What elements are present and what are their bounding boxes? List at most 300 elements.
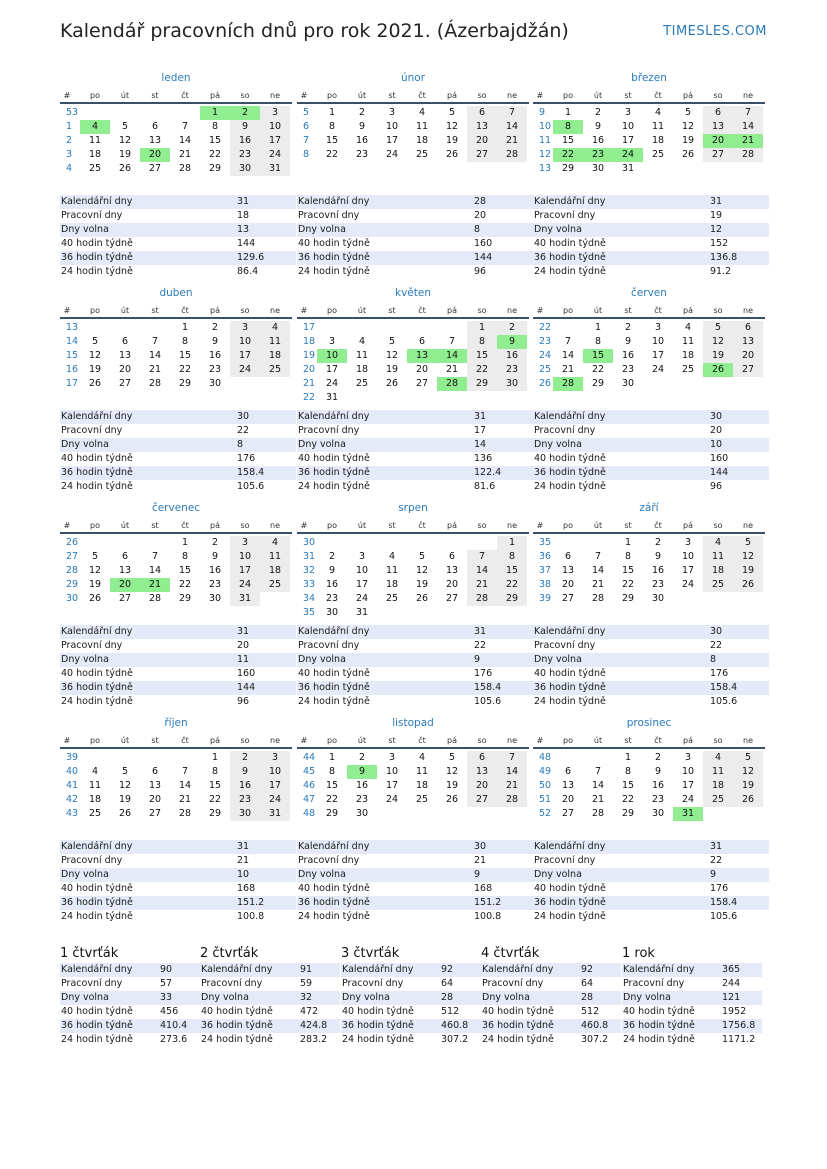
- calendar-day[interactable]: 30: [230, 807, 260, 821]
- calendar-day[interactable]: 12: [415, 565, 429, 576]
- calendar-day[interactable]: 23: [208, 579, 222, 590]
- calendar-day[interactable]: 18: [681, 350, 695, 361]
- calendar-day[interactable]: 23: [230, 148, 260, 162]
- calendar-day[interactable]: 3: [260, 751, 290, 765]
- calendar-day[interactable]: 27: [148, 163, 162, 174]
- calendar-day[interactable]: 24: [260, 793, 290, 807]
- calendar-day[interactable]: 28: [467, 592, 497, 606]
- calendar-day[interactable]: 3: [358, 551, 366, 562]
- calendar-day[interactable]: 24: [681, 794, 695, 805]
- calendar-day[interactable]: 14: [467, 564, 497, 578]
- calendar-day[interactable]: 11: [681, 336, 695, 347]
- calendar-day[interactable]: 29: [208, 163, 222, 174]
- calendar-day[interactable]: 15: [621, 565, 635, 576]
- calendar-day[interactable]: 26: [445, 794, 459, 805]
- calendar-day[interactable]: 23: [651, 579, 665, 590]
- calendar-day[interactable]: 11: [260, 335, 290, 349]
- calendar-day[interactable]: 19: [445, 780, 459, 791]
- calendar-day[interactable]: 31: [260, 162, 290, 176]
- holiday-day[interactable]: 28: [553, 377, 583, 391]
- calendar-day[interactable]: 14: [148, 350, 162, 361]
- calendar-day[interactable]: 11: [385, 565, 399, 576]
- calendar-day[interactable]: 12: [733, 765, 763, 779]
- holiday-day[interactable]: 24: [613, 148, 643, 162]
- calendar-day[interactable]: 10: [385, 766, 399, 777]
- calendar-day[interactable]: 17: [230, 564, 260, 578]
- calendar-day[interactable]: 8: [181, 551, 189, 562]
- calendar-day[interactable]: 20: [467, 779, 497, 793]
- calendar-day[interactable]: 3: [684, 537, 692, 548]
- calendar-day[interactable]: 27: [733, 363, 763, 377]
- calendar-day[interactable]: 5: [388, 336, 396, 347]
- calendar-day[interactable]: 9: [211, 551, 219, 562]
- calendar-day[interactable]: 2: [654, 537, 662, 548]
- calendar-day[interactable]: 9: [230, 765, 260, 779]
- calendar-day[interactable]: 18: [415, 135, 429, 146]
- calendar-day[interactable]: 19: [88, 364, 102, 375]
- calendar-day[interactable]: 11: [703, 550, 733, 564]
- calendar-day[interactable]: 17: [385, 780, 399, 791]
- calendar-day[interactable]: 28: [148, 378, 162, 389]
- holiday-day[interactable]: 13: [407, 349, 437, 363]
- calendar-day[interactable]: 3: [684, 752, 692, 763]
- calendar-day[interactable]: 15: [561, 135, 575, 146]
- calendar-day[interactable]: 14: [733, 120, 763, 134]
- calendar-day[interactable]: 11: [415, 121, 429, 132]
- calendar-day[interactable]: 7: [467, 550, 497, 564]
- calendar-day[interactable]: 12: [445, 121, 459, 132]
- calendar-day[interactable]: 7: [151, 336, 159, 347]
- calendar-day[interactable]: 17: [355, 579, 369, 590]
- calendar-day[interactable]: 16: [497, 349, 527, 363]
- calendar-day[interactable]: 24: [260, 148, 290, 162]
- calendar-day[interactable]: 13: [561, 780, 575, 791]
- calendar-day[interactable]: 15: [325, 135, 339, 146]
- calendar-day[interactable]: 26: [118, 808, 132, 819]
- calendar-day[interactable]: 30: [355, 808, 369, 819]
- calendar-day[interactable]: 24: [651, 364, 665, 375]
- calendar-day[interactable]: 6: [448, 551, 456, 562]
- calendar-day[interactable]: 26: [118, 163, 132, 174]
- calendar-day[interactable]: 28: [178, 808, 192, 819]
- calendar-day[interactable]: 3: [624, 107, 632, 118]
- calendar-day[interactable]: 7: [594, 551, 602, 562]
- holiday-day[interactable]: 22: [553, 148, 583, 162]
- calendar-day[interactable]: 23: [230, 793, 260, 807]
- calendar-day[interactable]: 13: [467, 120, 497, 134]
- calendar-day[interactable]: 30: [208, 378, 222, 389]
- calendar-day[interactable]: 5: [448, 107, 456, 118]
- calendar-day[interactable]: 16: [651, 780, 665, 791]
- calendar-day[interactable]: 16: [325, 579, 339, 590]
- calendar-day[interactable]: 1: [497, 536, 527, 550]
- calendar-day[interactable]: 23: [497, 363, 527, 377]
- calendar-day[interactable]: 30: [651, 593, 665, 604]
- calendar-day[interactable]: 7: [594, 766, 602, 777]
- calendar-day[interactable]: 10: [260, 765, 290, 779]
- calendar-day[interactable]: 12: [118, 135, 132, 146]
- calendar-day[interactable]: 25: [703, 793, 733, 807]
- calendar-day[interactable]: 22: [178, 579, 192, 590]
- calendar-day[interactable]: 18: [703, 779, 733, 793]
- calendar-day[interactable]: 21: [591, 579, 605, 590]
- calendar-day[interactable]: 9: [654, 766, 662, 777]
- calendar-day[interactable]: 16: [230, 779, 260, 793]
- calendar-day[interactable]: 26: [385, 378, 399, 389]
- calendar-day[interactable]: 26: [88, 378, 102, 389]
- calendar-day[interactable]: 11: [260, 550, 290, 564]
- holiday-day[interactable]: 14: [437, 349, 467, 363]
- calendar-day[interactable]: 12: [445, 766, 459, 777]
- calendar-day[interactable]: 30: [208, 593, 222, 604]
- calendar-day[interactable]: 9: [358, 121, 366, 132]
- calendar-day[interactable]: 3: [230, 321, 260, 335]
- calendar-day[interactable]: 10: [355, 565, 369, 576]
- calendar-day[interactable]: 22: [621, 794, 635, 805]
- calendar-day[interactable]: 12: [703, 335, 733, 349]
- calendar-day[interactable]: 15: [325, 780, 339, 791]
- calendar-day[interactable]: 9: [328, 565, 336, 576]
- calendar-day[interactable]: 16: [591, 135, 605, 146]
- calendar-day[interactable]: 15: [621, 780, 635, 791]
- calendar-day[interactable]: 22: [208, 149, 222, 160]
- calendar-day[interactable]: 4: [418, 107, 426, 118]
- calendar-day[interactable]: 25: [260, 578, 290, 592]
- calendar-day[interactable]: 27: [561, 808, 575, 819]
- calendar-day[interactable]: 4: [91, 766, 99, 777]
- calendar-day[interactable]: 6: [467, 751, 497, 765]
- calendar-day[interactable]: 21: [148, 364, 162, 375]
- calendar-day[interactable]: 3: [230, 536, 260, 550]
- calendar-day[interactable]: 6: [121, 551, 129, 562]
- calendar-day[interactable]: 29: [178, 593, 192, 604]
- calendar-day[interactable]: 16: [651, 565, 665, 576]
- calendar-day[interactable]: 13: [148, 780, 162, 791]
- brand-link[interactable]: TIMESLES.COM: [663, 24, 767, 39]
- calendar-day[interactable]: 18: [88, 794, 102, 805]
- calendar-day[interactable]: 25: [385, 593, 399, 604]
- holiday-day[interactable]: 20: [140, 148, 170, 162]
- calendar-day[interactable]: 19: [385, 364, 399, 375]
- calendar-day[interactable]: 22: [325, 794, 339, 805]
- calendar-day[interactable]: 20: [415, 364, 429, 375]
- calendar-day[interactable]: 20: [733, 349, 763, 363]
- calendar-day[interactable]: 1: [624, 752, 632, 763]
- holiday-day[interactable]: 23: [583, 148, 613, 162]
- holiday-day[interactable]: 4: [80, 120, 110, 134]
- calendar-day[interactable]: 21: [497, 779, 527, 793]
- calendar-day[interactable]: 7: [564, 336, 572, 347]
- calendar-day[interactable]: 10: [230, 335, 260, 349]
- calendar-day[interactable]: 19: [703, 349, 733, 363]
- calendar-day[interactable]: 18: [703, 564, 733, 578]
- calendar-day[interactable]: 31: [230, 592, 260, 606]
- calendar-day[interactable]: 20: [445, 579, 459, 590]
- calendar-day[interactable]: 12: [118, 780, 132, 791]
- calendar-day[interactable]: 21: [467, 578, 497, 592]
- calendar-day[interactable]: 20: [148, 794, 162, 805]
- calendar-day[interactable]: 30: [497, 377, 527, 391]
- holiday-day[interactable]: 2: [230, 106, 260, 120]
- calendar-day[interactable]: 13: [467, 765, 497, 779]
- calendar-day[interactable]: 18: [385, 579, 399, 590]
- calendar-day[interactable]: 26: [445, 149, 459, 160]
- calendar-day[interactable]: 23: [621, 364, 635, 375]
- calendar-day[interactable]: 2: [358, 752, 366, 763]
- calendar-day[interactable]: 8: [328, 766, 336, 777]
- holiday-day[interactable]: 8: [553, 120, 583, 134]
- calendar-day[interactable]: 27: [703, 148, 733, 162]
- calendar-day[interactable]: 4: [703, 536, 733, 550]
- calendar-day[interactable]: 6: [467, 106, 497, 120]
- calendar-day[interactable]: 15: [208, 780, 222, 791]
- calendar-day[interactable]: 1: [328, 107, 336, 118]
- calendar-day[interactable]: 23: [355, 794, 369, 805]
- calendar-day[interactable]: 7: [181, 766, 189, 777]
- calendar-day[interactable]: 25: [681, 364, 695, 375]
- calendar-day[interactable]: 28: [733, 148, 763, 162]
- calendar-day[interactable]: 7: [181, 121, 189, 132]
- calendar-day[interactable]: 25: [415, 794, 429, 805]
- calendar-day[interactable]: 4: [654, 107, 662, 118]
- calendar-day[interactable]: 17: [260, 134, 290, 148]
- calendar-day[interactable]: 21: [591, 794, 605, 805]
- calendar-day[interactable]: 20: [561, 794, 575, 805]
- calendar-day[interactable]: 5: [418, 551, 426, 562]
- calendar-day[interactable]: 26: [415, 593, 429, 604]
- holiday-day[interactable]: 20: [703, 134, 733, 148]
- calendar-day[interactable]: 28: [497, 148, 527, 162]
- calendar-day[interactable]: 26: [733, 793, 763, 807]
- calendar-day[interactable]: 15: [208, 135, 222, 146]
- calendar-day[interactable]: 24: [385, 149, 399, 160]
- calendar-day[interactable]: 24: [385, 794, 399, 805]
- calendar-day[interactable]: 27: [445, 593, 459, 604]
- calendar-day[interactable]: 26: [681, 149, 695, 160]
- calendar-day[interactable]: 22: [325, 149, 339, 160]
- calendar-day[interactable]: 27: [415, 378, 429, 389]
- calendar-day[interactable]: 11: [88, 135, 102, 146]
- calendar-day[interactable]: 14: [561, 350, 575, 361]
- calendar-day[interactable]: 27: [118, 593, 132, 604]
- calendar-day[interactable]: 19: [445, 135, 459, 146]
- calendar-day[interactable]: 29: [325, 808, 339, 819]
- calendar-day[interactable]: 13: [561, 565, 575, 576]
- calendar-day[interactable]: 1: [181, 322, 189, 333]
- calendar-day[interactable]: 17: [681, 565, 695, 576]
- calendar-day[interactable]: 25: [415, 149, 429, 160]
- calendar-day[interactable]: 11: [415, 766, 429, 777]
- calendar-day[interactable]: 17: [651, 350, 665, 361]
- calendar-day[interactable]: 4: [260, 536, 290, 550]
- calendar-day[interactable]: 28: [591, 808, 605, 819]
- calendar-day[interactable]: 26: [88, 593, 102, 604]
- calendar-day[interactable]: 29: [621, 808, 635, 819]
- calendar-day[interactable]: 5: [733, 751, 763, 765]
- calendar-day[interactable]: 19: [733, 564, 763, 578]
- calendar-day[interactable]: 14: [497, 765, 527, 779]
- calendar-day[interactable]: 18: [260, 564, 290, 578]
- calendar-day[interactable]: 29: [178, 378, 192, 389]
- calendar-day[interactable]: 2: [594, 107, 602, 118]
- calendar-day[interactable]: 10: [681, 766, 695, 777]
- calendar-day[interactable]: 8: [211, 766, 219, 777]
- calendar-day[interactable]: 19: [118, 794, 132, 805]
- holiday-day[interactable]: 20: [110, 578, 140, 592]
- calendar-day[interactable]: 19: [88, 579, 102, 590]
- calendar-day[interactable]: 25: [88, 808, 102, 819]
- holiday-day[interactable]: 21: [140, 578, 170, 592]
- calendar-day[interactable]: 2: [211, 537, 219, 548]
- calendar-day[interactable]: 29: [561, 163, 575, 174]
- calendar-day[interactable]: 30: [325, 607, 339, 618]
- calendar-day[interactable]: 25: [260, 363, 290, 377]
- calendar-day[interactable]: 17: [230, 349, 260, 363]
- calendar-day[interactable]: 29: [591, 378, 605, 389]
- calendar-day[interactable]: 6: [151, 121, 159, 132]
- holiday-day[interactable]: 1: [200, 106, 230, 120]
- calendar-day[interactable]: 20: [561, 579, 575, 590]
- calendar-day[interactable]: 14: [148, 565, 162, 576]
- calendar-day[interactable]: 24: [230, 578, 260, 592]
- calendar-day[interactable]: 9: [594, 121, 602, 132]
- calendar-day[interactable]: 23: [208, 364, 222, 375]
- calendar-day[interactable]: 17: [621, 135, 635, 146]
- calendar-day[interactable]: 4: [388, 551, 396, 562]
- calendar-day[interactable]: 30: [651, 808, 665, 819]
- calendar-day[interactable]: 10: [385, 121, 399, 132]
- holiday-day[interactable]: 26: [703, 363, 733, 377]
- holiday-day[interactable]: 10: [317, 349, 347, 363]
- calendar-day[interactable]: 31: [260, 807, 290, 821]
- calendar-day[interactable]: 28: [591, 593, 605, 604]
- calendar-day[interactable]: 8: [497, 550, 527, 564]
- calendar-day[interactable]: 29: [497, 592, 527, 606]
- calendar-day[interactable]: 10: [260, 120, 290, 134]
- calendar-day[interactable]: 7: [497, 751, 527, 765]
- calendar-day[interactable]: 1: [211, 752, 219, 763]
- calendar-day[interactable]: 8: [624, 766, 632, 777]
- calendar-day[interactable]: 10: [230, 550, 260, 564]
- calendar-day[interactable]: 5: [703, 321, 733, 335]
- calendar-day[interactable]: 30: [591, 163, 605, 174]
- calendar-day[interactable]: 1: [467, 321, 497, 335]
- calendar-day[interactable]: 7: [497, 106, 527, 120]
- calendar-day[interactable]: 25: [355, 378, 369, 389]
- calendar-day[interactable]: 4: [260, 321, 290, 335]
- calendar-day[interactable]: 13: [703, 120, 733, 134]
- holiday-day[interactable]: 15: [583, 349, 613, 363]
- calendar-day[interactable]: 20: [467, 134, 497, 148]
- calendar-day[interactable]: 2: [497, 321, 527, 335]
- calendar-day[interactable]: 2: [624, 322, 632, 333]
- calendar-day[interactable]: 9: [211, 336, 219, 347]
- calendar-day[interactable]: 5: [121, 121, 129, 132]
- calendar-day[interactable]: 2: [230, 751, 260, 765]
- calendar-day[interactable]: 25: [88, 163, 102, 174]
- calendar-day[interactable]: 8: [181, 336, 189, 347]
- calendar-day[interactable]: 10: [651, 336, 665, 347]
- calendar-day[interactable]: 15: [467, 349, 497, 363]
- calendar-day[interactable]: 29: [621, 593, 635, 604]
- calendar-day[interactable]: 21: [561, 364, 575, 375]
- calendar-day[interactable]: 23: [325, 593, 339, 604]
- calendar-day[interactable]: 4: [684, 322, 692, 333]
- calendar-day[interactable]: 27: [467, 793, 497, 807]
- calendar-day[interactable]: 1: [594, 322, 602, 333]
- calendar-day[interactable]: 28: [178, 163, 192, 174]
- calendar-day[interactable]: 17: [681, 780, 695, 791]
- calendar-day[interactable]: 8: [594, 336, 602, 347]
- calendar-day[interactable]: 28: [497, 793, 527, 807]
- calendar-day[interactable]: 22: [178, 364, 192, 375]
- calendar-day[interactable]: 1: [564, 107, 572, 118]
- calendar-day[interactable]: 12: [733, 550, 763, 564]
- calendar-day[interactable]: 29: [208, 808, 222, 819]
- calendar-day[interactable]: 23: [651, 794, 665, 805]
- calendar-day[interactable]: 27: [561, 593, 575, 604]
- calendar-day[interactable]: 16: [355, 135, 369, 146]
- calendar-day[interactable]: 2: [358, 107, 366, 118]
- calendar-day[interactable]: 16: [621, 350, 635, 361]
- calendar-day[interactable]: 18: [88, 149, 102, 160]
- calendar-day[interactable]: 9: [624, 336, 632, 347]
- calendar-day[interactable]: 9: [230, 120, 260, 134]
- calendar-day[interactable]: 12: [88, 565, 102, 576]
- calendar-day[interactable]: 29: [467, 377, 497, 391]
- calendar-day[interactable]: 3: [260, 106, 290, 120]
- calendar-day[interactable]: 18: [415, 780, 429, 791]
- calendar-day[interactable]: 24: [681, 579, 695, 590]
- calendar-day[interactable]: 24: [325, 378, 339, 389]
- calendar-day[interactable]: 27: [467, 148, 497, 162]
- calendar-day[interactable]: 31: [621, 163, 635, 174]
- calendar-day[interactable]: 1: [181, 537, 189, 548]
- calendar-day[interactable]: 19: [733, 779, 763, 793]
- calendar-day[interactable]: 19: [681, 135, 695, 146]
- calendar-day[interactable]: 6: [733, 321, 763, 335]
- calendar-day[interactable]: 4: [358, 336, 366, 347]
- calendar-day[interactable]: 27: [148, 808, 162, 819]
- calendar-day[interactable]: 8: [624, 551, 632, 562]
- calendar-day[interactable]: 19: [118, 149, 132, 160]
- calendar-day[interactable]: 21: [445, 364, 459, 375]
- calendar-day[interactable]: 14: [497, 120, 527, 134]
- calendar-day[interactable]: 3: [328, 336, 336, 347]
- calendar-day[interactable]: 30: [621, 378, 635, 389]
- calendar-day[interactable]: 14: [178, 135, 192, 146]
- calendar-day[interactable]: 3: [654, 322, 662, 333]
- calendar-day[interactable]: 7: [733, 106, 763, 120]
- calendar-day[interactable]: 6: [418, 336, 426, 347]
- calendar-day[interactable]: 6: [151, 766, 159, 777]
- calendar-day[interactable]: 20: [118, 364, 132, 375]
- calendar-day[interactable]: 7: [151, 551, 159, 562]
- calendar-day[interactable]: 7: [448, 336, 456, 347]
- calendar-day[interactable]: 15: [178, 350, 192, 361]
- calendar-day[interactable]: 2: [654, 752, 662, 763]
- calendar-day[interactable]: 16: [230, 134, 260, 148]
- calendar-day[interactable]: 16: [208, 565, 222, 576]
- calendar-day[interactable]: 1: [328, 752, 336, 763]
- calendar-day[interactable]: 6: [564, 766, 572, 777]
- calendar-day[interactable]: 10: [621, 121, 635, 132]
- calendar-day[interactable]: 18: [355, 364, 369, 375]
- calendar-day[interactable]: 27: [118, 378, 132, 389]
- calendar-day[interactable]: 2: [328, 551, 336, 562]
- calendar-day[interactable]: 21: [178, 794, 192, 805]
- calendar-day[interactable]: 31: [325, 392, 339, 403]
